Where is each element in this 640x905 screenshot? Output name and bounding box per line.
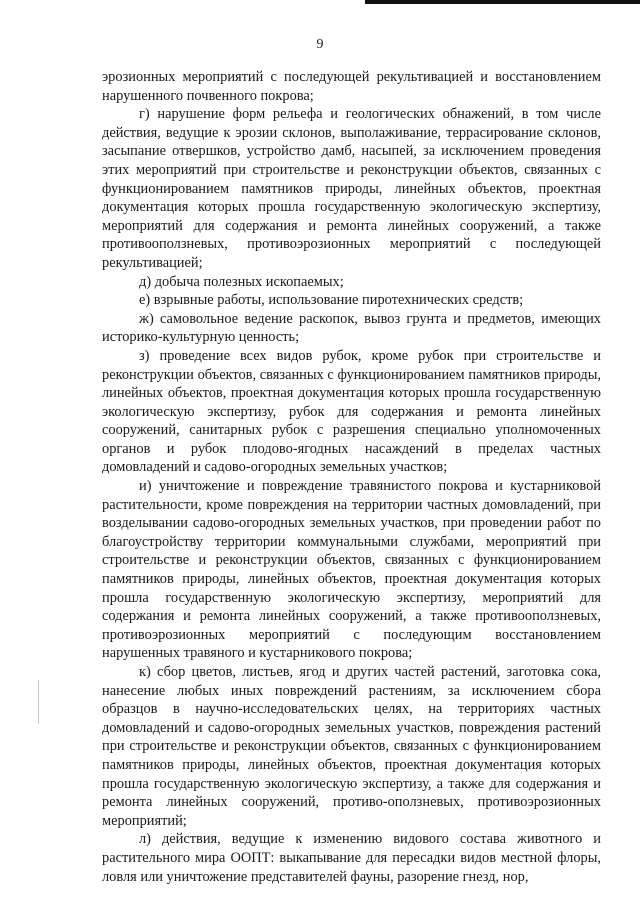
paragraph-item-d: д) добыча полезных ископаемых; bbox=[139, 273, 344, 290]
scan-margin-mark bbox=[38, 680, 39, 724]
scan-top-edge-rule bbox=[365, 0, 640, 4]
document-body bbox=[102, 68, 601, 886]
paragraph-item-e: е) взрывные работы, использование пиротехнических средств; bbox=[139, 292, 524, 309]
paragraph-item-zh: ж) самовольное ведение раскопок, вывоз грунта и предметов, имеющих историко-культурную ценность; bbox=[102, 310, 601, 346]
paragraph-continuation: эрозионных мероприятий с последующей рекультивацией и восстановлением нарушенного почвенного покрова; bbox=[102, 69, 601, 104]
paragraph-item-k: к) сбор цветов, листьев, ягод и других частей растений, заготовка сока, нанесение любых иных повреждений растениям, за исключением сбора образцов в научно-исследовательских целях, на территориях частных домовладений и садово-огородных земельных участков, повреждения растений при строительстве и реконструкции объектов, связанных с функционированием памятников природы, линейных объектов, проектная документация которых прошла государственную экологическую экспертизу, а также для содержания и ремонта линейных сооружений, противо-оползневых, противоэрозионных мероприятий; bbox=[102, 664, 601, 829]
paragraph-item-l: л) действия, ведущие к изменению видового состава животного и растительного мира ООПТ: выкапывание для пересадки видов местной флоры, ловля или уничтожение представителей фауны, разорение гнезд, нор, bbox=[102, 831, 601, 885]
paragraph-item-g: г) нарушение форм рельефа и геологических обнажений, в том числе действия, ведущие к эрозии склонов, выполаживание, террасирование склонов, засыпание отвершков, устройство дамб, насыпей, за исключением проведения этих мероприятий при строительстве и реконструкции объектов, связанных с функционированием памятников природы, линейных объектов, проектная документация которых прошла государственную экологическую экспертизу, мероприятий для содержания и ремонта линейных сооружений, а также противооползневых, противоэрозионных мероприятий с последующей рекультивацией; bbox=[102, 106, 601, 271]
page-number: 9 bbox=[316, 37, 324, 52]
paragraph-item-z: з) проведение всех видов рубок, кроме рубок при строительстве и реконструкции объектов, связанных с функционированием памятников природы, линейных объектов, проектная документация которых прошла государственную экологическую экспертизу, рубок для содержания и ремонта линейных сооружений, санитарных рубок с разрешения специально уполномоченных органов и рубок плодово-ягодных насаждений в пределах частных домовладений и садово-огородных земельных участков; bbox=[102, 347, 601, 476]
paragraph-item-i: и) уничтожение и повреждение травянистого покрова и кустарниковой растительности, кроме повреждения на территории частных домовладений, при возделывании садово-огородных земельных участков, при проведении работ по благоустройству территории коммунальными службами, мероприятий при строительстве и реконструкции объектов, связанных с функционированием памятников природы, линейных объектов, проектная документация которых прошла государственную экологическую экспертизу, мероприятий для содержания и ремонта линейных сооружений, а также противооползневых, противоэрозионных мероприятий с последующим восстановлением нарушенных травяного и кустарникового покрова; bbox=[102, 478, 601, 662]
